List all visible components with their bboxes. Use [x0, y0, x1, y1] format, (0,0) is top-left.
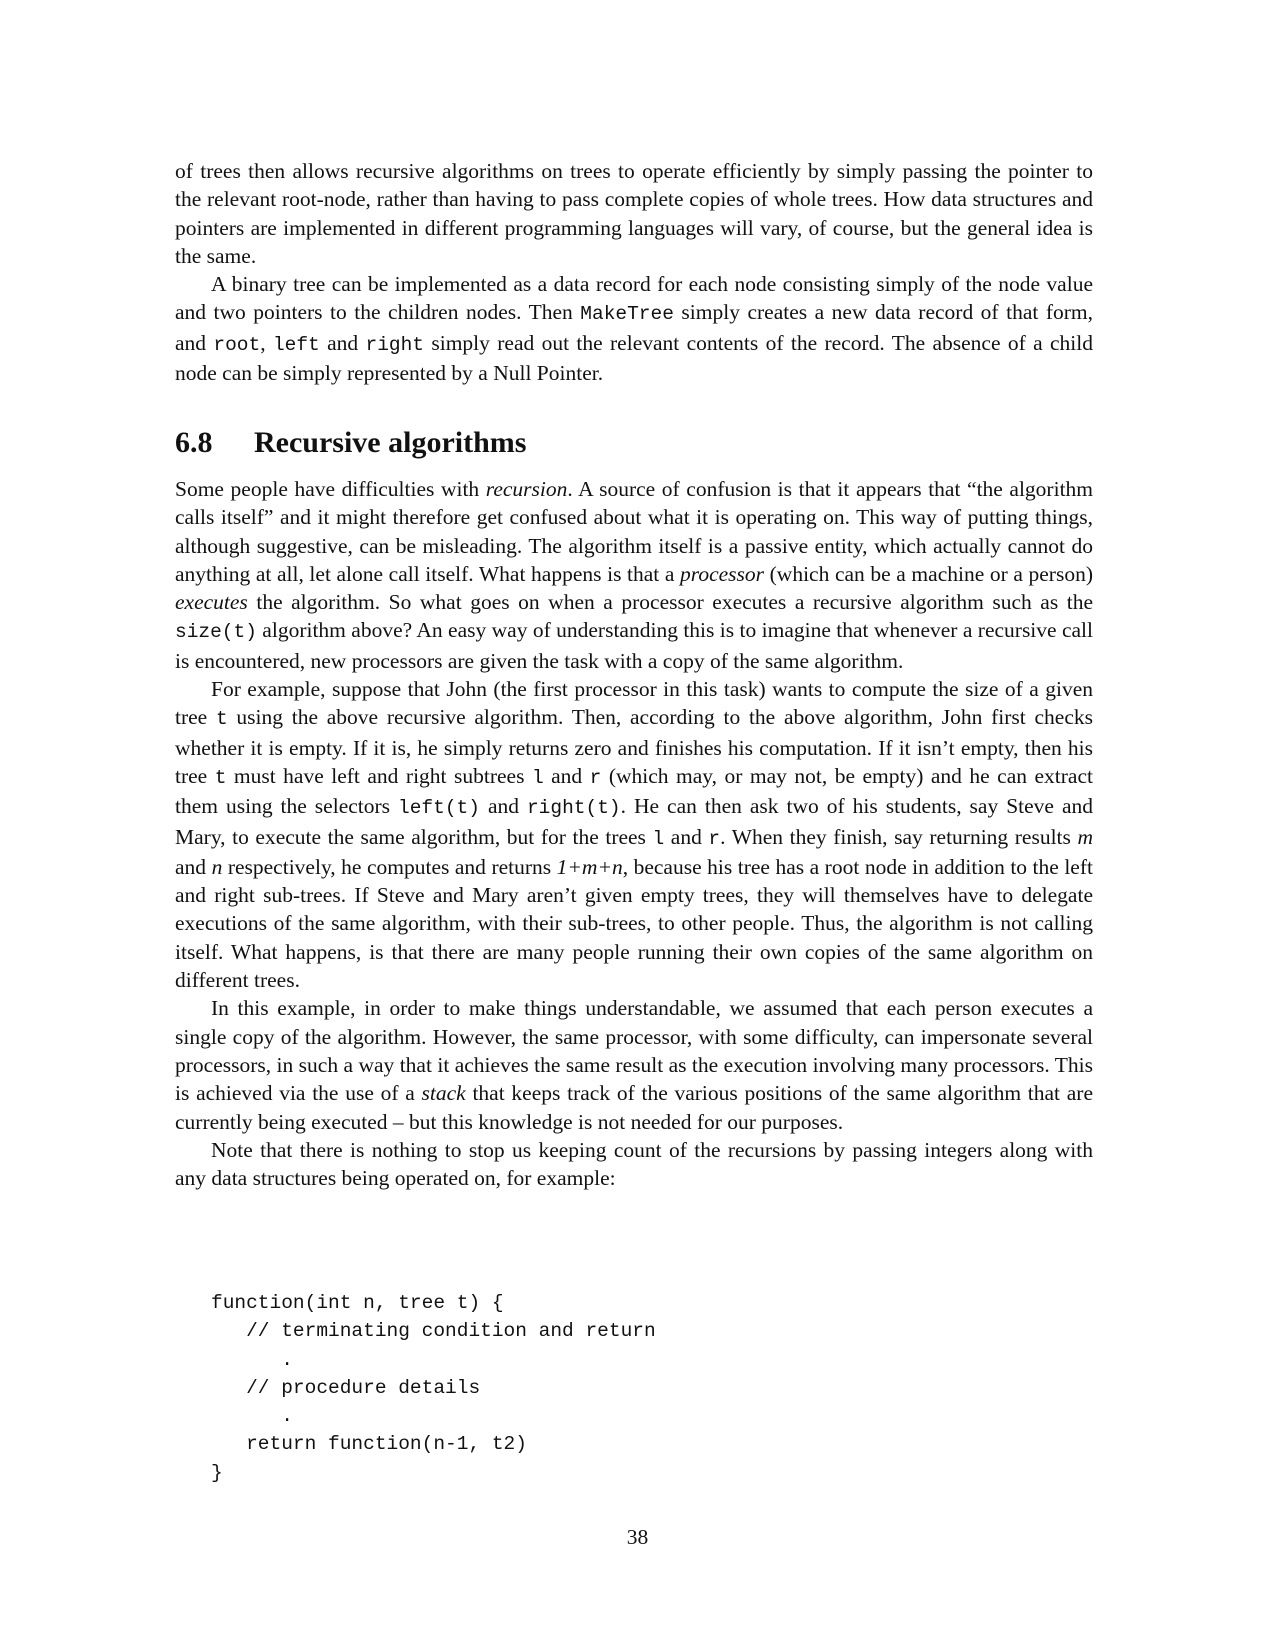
code-line: // terminating condition and return	[211, 1320, 656, 1343]
body-paragraph-3: In this example, in order to make things understandable, we assumed that each person executes a single copy of the algorithm. However, the same processor, with some difficulty, can impersonate several processors, in such a way that it achieves the same result as the execution involving many processors. This is achieved via the use of a stack that keeps track of the various positions of the same algorithm that are currently being executed – but this knowledge is not needed for our purposes.	[175, 996, 1093, 1134]
code-maketree: MakeTree	[580, 303, 674, 326]
intro-paragraph-2: A binary tree can be implemented as a data record for each node consisting simply of the node value and two pointers to the children nodes. Then MakeTree simply creates a new data record of that form, and root, left and right simply read out the relevant contents of the record. The absence of a child node can be simply represented by a Null Pointer.	[175, 272, 1094, 386]
section-heading	[175, 425, 526, 461]
section-number: 6.8	[175, 426, 213, 459]
code-line: }	[211, 1461, 223, 1484]
code-line: // procedure details	[211, 1376, 481, 1399]
intro-paragraph-1: of trees then allows recursive algorithms on trees to operate efficiently by simply passing the pointer to the relevant root-node, rather than having to pass complete copies of whole trees. How data structures and pointers are implemented in different programming languages will vary, of course, but the general idea is the same.	[175, 159, 1093, 268]
page-number: 38	[626, 1525, 649, 1549]
code-left: left	[272, 333, 320, 356]
code-root: root	[213, 333, 261, 356]
body-paragraph-1: Some people have difficulties with recursion. A source of confusion is that it appears that “the algorithm calls itself” and it might therefore get confused about what it is operating on. This way of putting things, although suggestive, can be misleading. The algorithm itself is a passive entity, which actually cannot do anything at all, let alone call itself. What happens is that a processor (which can be a machine or a person) executes the algorithm. So what goes on when a processor executes a recursive algorithm such as the size(t) algorithm above? An easy way of understanding this is to imagine that whenever a recursive call is encountered, new processors are given the task with a copy of the same algorithm.	[175, 477, 1094, 673]
body-paragraph-2: For example, suppose that John (the first processor in this task) wants to compute the size of a given tree t using the above recursive algorithm. Then, according to the above algorithm, John first checks whether it is empty. If it is, he simply returns zero and finishes his computation. If it isn’t empty, then his tree t must have left and right subtrees l and r (which may, or may not, be empty) and he can extract them using the selectors left(t) and right(t). He can then ask two of his students, say Steve and Mary, to execute the same algorithm, but for the trees l and r. When they finish, say returning results m and n respectively, he computes and returns 1+m+n, because his tree has a root node in addition to the left and right sub-trees. If Steve and Mary aren’t given empty trees, they will themselves have to delegate executions of the same algorithm, with their sub-trees, to other people. Thus, the algorithm is not calling itself. What happens, is that there are many people running their own copies of the same algorithm on different trees.	[175, 677, 1094, 993]
intro-text	[175, 157, 1093, 387]
code-right: right	[365, 333, 425, 356]
code-example	[211, 1289, 656, 1487]
code-line: return function(n-1, t2)	[211, 1433, 527, 1456]
code-line: function(int n, tree t) {	[211, 1292, 504, 1314]
code-line: .	[211, 1348, 293, 1371]
section-title: Recursive algorithms	[254, 426, 527, 459]
body-paragraph-4: Note that there is nothing to stop us keeping count of the recursions by passing integers along with any data structures being operated on, for example:	[175, 1137, 1093, 1191]
section-body	[175, 475, 1093, 1192]
code-line: .	[211, 1405, 293, 1428]
